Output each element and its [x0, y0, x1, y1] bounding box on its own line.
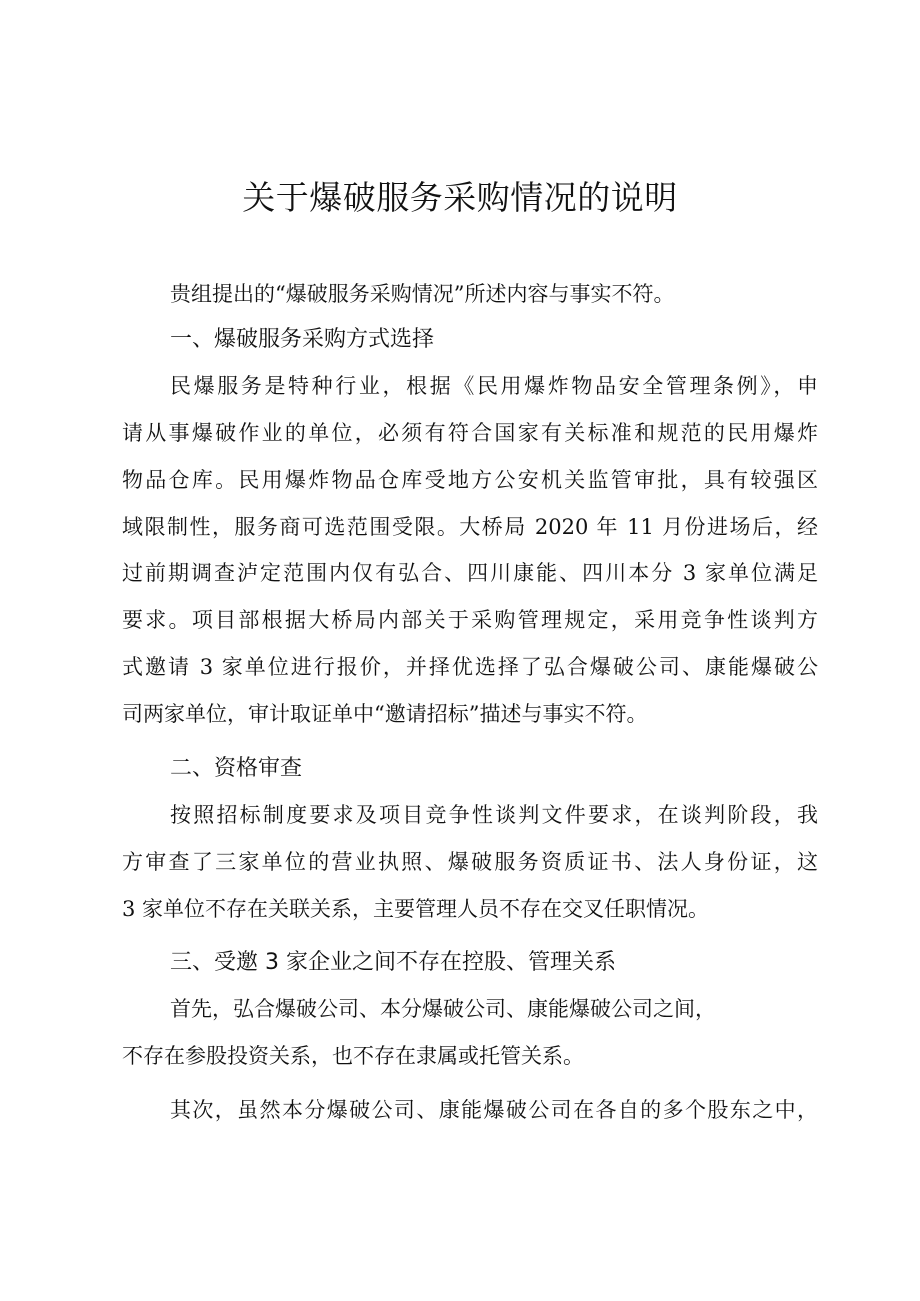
section-2-line: 方审查了三家单位的营业执照、爆破服务资质证书、法人身份证，这 [122, 850, 818, 874]
section-3-line: 首先，弘合爆破公司、本分爆破公司、康能爆破公司之间， [170, 997, 716, 1021]
section-1-heading: 一、爆破服务采购方式选择 [170, 327, 435, 352]
section-3-line: 其次，虽然本分爆破公司、康能爆破公司在各自的多个股东之中， [170, 1098, 818, 1122]
section-1-line: 过前期调查泸定范围内仅有弘合、四川康能、四川本分 3 家单位满足 [122, 561, 818, 585]
intro-paragraph: 贵组提出的“爆破服务采购情况”所述内容与事实不符。 [170, 282, 675, 306]
document-title: 关于爆破服务采购情况的说明 [242, 178, 678, 217]
section-3-line: 不存在参股投资关系，也不存在隶属或托管关系。 [122, 1044, 584, 1068]
section-1-line: 物品仓库。民用爆炸物品仓库受地方公安机关监管审批，具有较强区 [122, 468, 818, 492]
section-1-line: 域限制性，服务商可选范围受限。大桥局 2020 年 11 月份进场后，经 [122, 515, 818, 539]
section-2-heading: 二、资格审查 [170, 756, 303, 781]
section-1-line: 司两家单位，审计取证单中“邀请招标”描述与事实不符。 [122, 702, 648, 726]
section-2-line: 3 家单位不存在关联关系，主要管理人员不存在交叉任职情况。 [122, 897, 710, 921]
section-1-line: 式邀请 3 家单位进行报价，并择优选择了弘合爆破公司、康能爆破公 [122, 655, 818, 679]
section-2-line: 按照招标制度要求及项目竞争性谈判文件要求，在谈判阶段，我 [170, 803, 818, 827]
section-1-line: 要求。项目部根据大桥局内部关于采购管理规定，采用竞争性谈判方 [122, 608, 818, 632]
section-1-line: 请从事爆破作业的单位，必须有符合国家有关标准和规范的民用爆炸 [122, 421, 818, 445]
section-1-line: 民爆服务是特种行业，根据《民用爆炸物品安全管理条例》，申 [170, 374, 818, 398]
section-3-heading: 三、受邀 3 家企业之间不存在控股、管理关系 [170, 950, 616, 975]
